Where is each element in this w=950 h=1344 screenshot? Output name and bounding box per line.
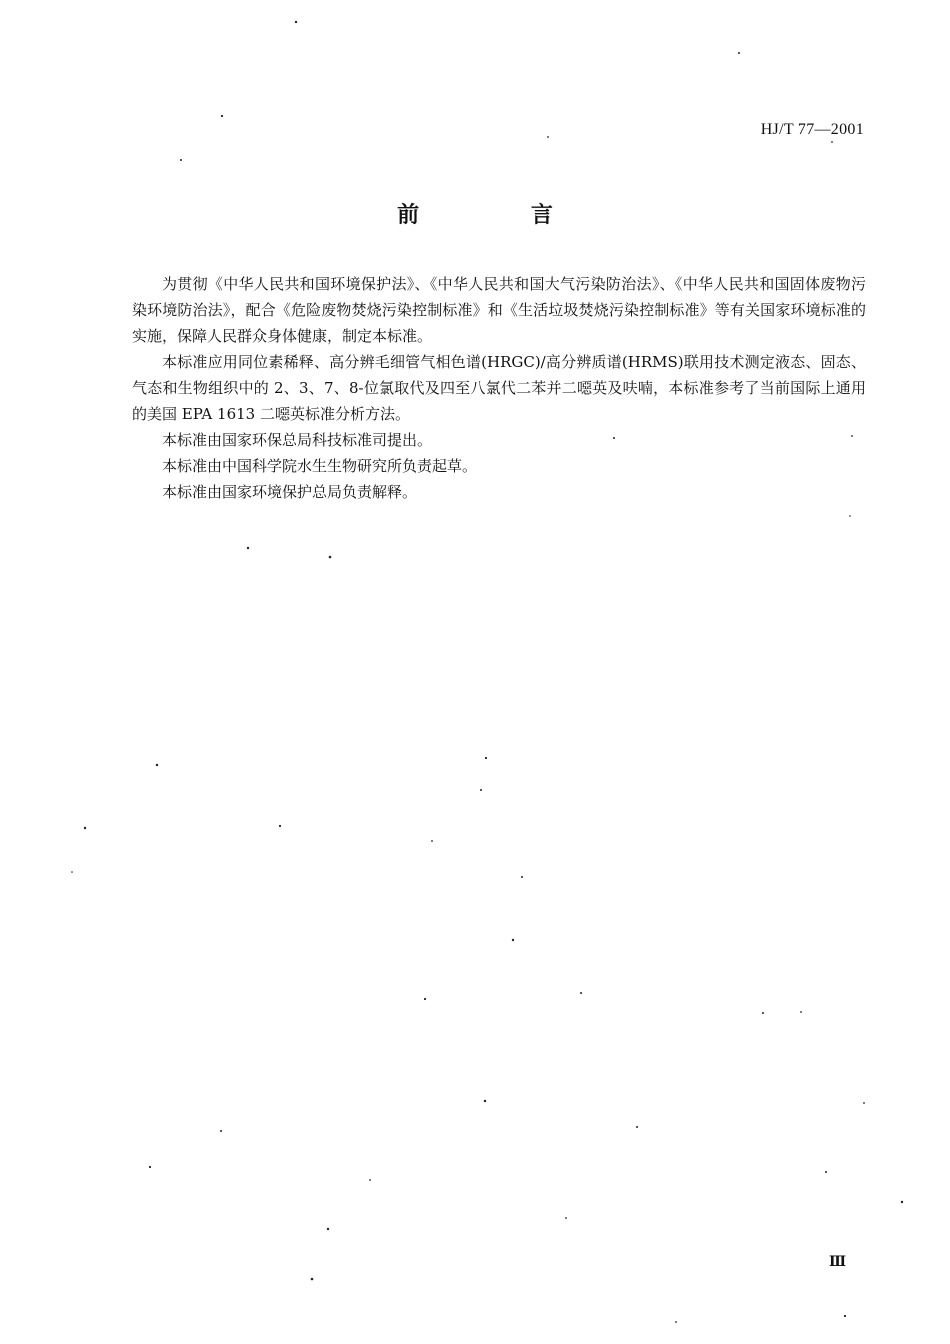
paragraph: 为贯彻《中华人民共和国环境保护法》、《中华人民共和国大气污染防治法》、《中华人民共和国固体废物污染环境防治法》，配合《危险废物焚烧污染控制标准》和《生活垃圾焚烧污染控制标准》等有关国家环境标准的实施，保障人民群众身体健康，制定本标准。 bbox=[132, 275, 866, 345]
page-number: Ⅲ bbox=[828, 1255, 846, 1270]
paragraph: 本标准由中国科学院水生生物研究所负责起草。 bbox=[162, 457, 478, 475]
paragraph: 本标准由国家环境保护总局负责解释。 bbox=[162, 483, 418, 501]
preface-body bbox=[132, 271, 866, 505]
paragraph: 本标准由国家环保总局科技标准司提出。 bbox=[162, 431, 433, 449]
standard-code: HJ/T 77—2001 bbox=[760, 121, 864, 138]
paragraph: 本标准应用同位素稀释、高分辨毛细管气相色谱(HRGC)/高分辨质谱(HRMS)联用技术测定液态、固态、气态和生物组织中的 2、3、7、8-位氯取代及四至八氯代二苯并二噁英及呋喃，本标准参考了当前国际上通用的美国 EPA 1613 二噁英标准分析方法。 bbox=[132, 353, 866, 423]
page-title: 前 言 bbox=[397, 203, 605, 228]
